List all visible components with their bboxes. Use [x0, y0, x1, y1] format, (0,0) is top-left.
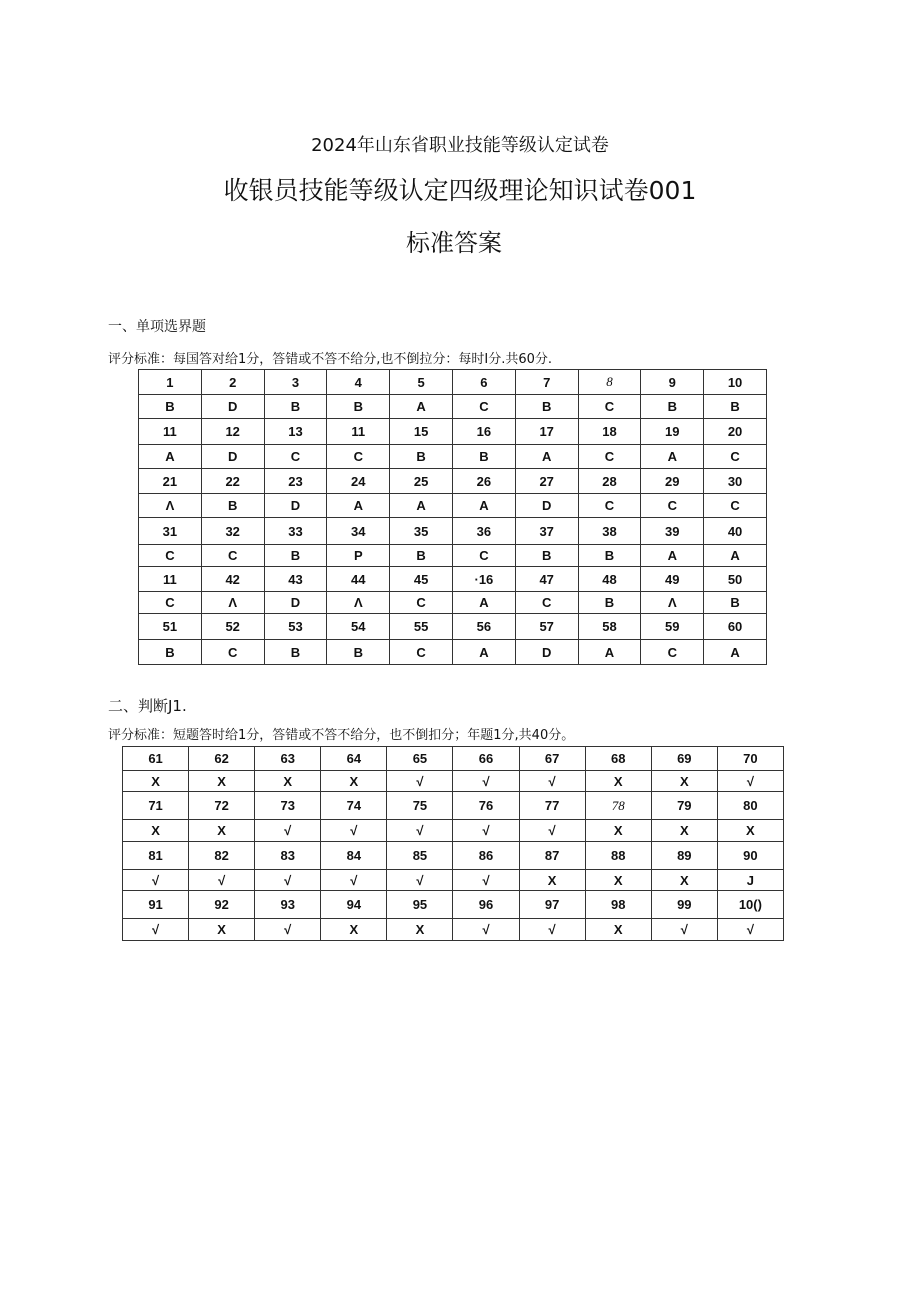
answer-cell: C	[452, 545, 515, 567]
question-number-cell: 34	[327, 518, 390, 545]
question-number-cell: 69	[651, 747, 717, 771]
answer-cell: Λ	[327, 592, 390, 614]
answer-cell: D	[264, 592, 327, 614]
answer-cell: B	[327, 395, 390, 419]
answer-cell: D	[515, 494, 578, 518]
question-number-cell: 53	[264, 614, 327, 640]
answer-cell: √	[255, 870, 321, 891]
answer-cell: B	[578, 592, 641, 614]
answer-cell: A	[641, 445, 704, 469]
answer-cell: C	[264, 445, 327, 469]
question-number-cell: 74	[321, 792, 387, 820]
question-number-cell: 27	[515, 469, 578, 494]
question-number-cell: 42	[201, 567, 264, 592]
question-number-cell: 87	[519, 842, 585, 870]
question-number-cell: 38	[578, 518, 641, 545]
question-number-cell: 66	[453, 747, 519, 771]
question-number-cell: 29	[641, 469, 704, 494]
answer-cell: C	[515, 592, 578, 614]
question-number-cell: 35	[390, 518, 453, 545]
answer-cell: √	[519, 820, 585, 842]
true-false-answer-table	[122, 746, 784, 941]
question-number-cell: 1	[139, 370, 202, 395]
question-number-cell: 11	[327, 419, 390, 445]
answer-cell: X	[321, 919, 387, 941]
question-number-cell: 99	[651, 891, 717, 919]
answer-cell: A	[390, 494, 453, 518]
answer-row	[123, 771, 784, 792]
answer-cell: D	[201, 395, 264, 419]
question-number-cell: 9	[641, 370, 704, 395]
question-number-cell: 11	[139, 419, 202, 445]
answer-cell: B	[578, 545, 641, 567]
answer-cell: C	[641, 494, 704, 518]
question-number-cell: 45	[390, 567, 453, 592]
answer-cell: C	[704, 494, 767, 518]
question-number-cell: 11	[139, 567, 202, 592]
answer-cell: X	[651, 870, 717, 891]
question-number-cell: 94	[321, 891, 387, 919]
answer-cell: X	[123, 820, 189, 842]
answer-cell: √	[717, 919, 783, 941]
answer-cell: √	[255, 919, 321, 941]
question-number-row	[123, 842, 784, 870]
answer-cell: √	[519, 771, 585, 792]
answer-cell: P	[327, 545, 390, 567]
answer-cell: A	[452, 592, 515, 614]
question-number-cell: 7	[515, 370, 578, 395]
question-number-cell: 15	[390, 419, 453, 445]
answer-row	[123, 870, 784, 891]
answer-cell: C	[641, 640, 704, 665]
question-number-row	[139, 419, 767, 445]
answer-cell: √	[453, 820, 519, 842]
answer-row	[123, 820, 784, 842]
answer-cell: X	[255, 771, 321, 792]
question-number-cell: 56	[452, 614, 515, 640]
question-number-cell: 76	[453, 792, 519, 820]
question-number-cell: 40	[704, 518, 767, 545]
answer-cell: A	[327, 494, 390, 518]
answer-cell: B	[264, 395, 327, 419]
answer-cell: D	[264, 494, 327, 518]
answer-cell: √	[387, 820, 453, 842]
answer-cell: B	[452, 445, 515, 469]
answer-key-title: 标准答案	[406, 229, 502, 257]
answer-cell: C	[201, 545, 264, 567]
question-number-cell: 52	[201, 614, 264, 640]
answer-cell: X	[387, 919, 453, 941]
question-number-cell: 17	[515, 419, 578, 445]
answer-cell: √	[387, 771, 453, 792]
question-number-cell: 93	[255, 891, 321, 919]
answer-row	[139, 395, 767, 419]
question-number-cell: 73	[255, 792, 321, 820]
answer-cell: C	[390, 592, 453, 614]
answer-cell: A	[452, 494, 515, 518]
answer-cell: B	[327, 640, 390, 665]
answer-cell: C	[327, 445, 390, 469]
answer-cell: √	[123, 919, 189, 941]
question-number-cell: 10()	[717, 891, 783, 919]
question-number-cell: 96	[453, 891, 519, 919]
question-number-cell: 80	[717, 792, 783, 820]
question-number-cell: 57	[515, 614, 578, 640]
question-number-cell: 95	[387, 891, 453, 919]
question-number-cell: 25	[390, 469, 453, 494]
answer-cell: J	[717, 870, 783, 891]
answer-cell: A	[704, 640, 767, 665]
question-number-cell: 54	[327, 614, 390, 640]
answer-cell: X	[717, 820, 783, 842]
answer-cell: √	[255, 820, 321, 842]
answer-cell: X	[651, 771, 717, 792]
question-number-cell: 48	[578, 567, 641, 592]
question-number-cell: 79	[651, 792, 717, 820]
answer-cell: C	[452, 395, 515, 419]
question-number-cell: 43	[264, 567, 327, 592]
answer-cell: Λ	[139, 494, 202, 518]
answer-cell: X	[321, 771, 387, 792]
question-number-cell: 18	[578, 419, 641, 445]
question-number-cell: 50	[704, 567, 767, 592]
answer-cell: A	[578, 640, 641, 665]
answer-cell: √	[321, 820, 387, 842]
answer-cell: √	[717, 771, 783, 792]
answer-cell: X	[189, 820, 255, 842]
answer-cell: B	[264, 545, 327, 567]
question-number-cell: 23	[264, 469, 327, 494]
question-number-cell: 30	[704, 469, 767, 494]
answer-cell: C	[201, 640, 264, 665]
answer-cell: √	[453, 919, 519, 941]
answer-cell: X	[585, 820, 651, 842]
answer-cell: X	[189, 919, 255, 941]
answer-cell: √	[519, 919, 585, 941]
question-number-row	[139, 469, 767, 494]
answer-cell: C	[139, 592, 202, 614]
question-number-cell: 90	[717, 842, 783, 870]
question-number-cell: 77	[519, 792, 585, 820]
answer-row	[139, 592, 767, 614]
answer-cell: B	[390, 445, 453, 469]
question-number-cell: 55	[390, 614, 453, 640]
answer-cell: B	[515, 395, 578, 419]
question-number-cell: 51	[139, 614, 202, 640]
answer-cell: Λ	[201, 592, 264, 614]
question-number-cell: 21	[139, 469, 202, 494]
question-number-cell: 58	[578, 614, 641, 640]
question-number-row	[123, 747, 784, 771]
answer-cell: X	[585, 870, 651, 891]
question-number-cell: 91	[123, 891, 189, 919]
question-number-cell: 62	[189, 747, 255, 771]
question-number-cell: 19	[641, 419, 704, 445]
question-number-cell: 89	[651, 842, 717, 870]
question-number-cell: 22	[201, 469, 264, 494]
question-number-cell: 13	[264, 419, 327, 445]
answer-cell: X	[189, 771, 255, 792]
answer-row	[123, 919, 784, 941]
section2-heading: 二、判断J1.	[108, 697, 187, 715]
question-number-cell: 2	[201, 370, 264, 395]
question-number-cell: 36	[452, 518, 515, 545]
answer-cell: B	[264, 640, 327, 665]
question-number-row	[139, 518, 767, 545]
answer-cell: B	[139, 395, 202, 419]
answer-cell: B	[515, 545, 578, 567]
question-number-cell: ·16	[452, 567, 515, 592]
question-number-cell: 47	[515, 567, 578, 592]
answer-cell: √	[387, 870, 453, 891]
question-number-row	[123, 792, 784, 820]
answer-cell: C	[578, 494, 641, 518]
answer-cell: √	[123, 870, 189, 891]
question-number-cell: 78	[585, 792, 651, 820]
question-number-cell: 24	[327, 469, 390, 494]
answer-cell: B	[139, 640, 202, 665]
question-number-cell: 10	[704, 370, 767, 395]
section1-heading: 一、单项选界题	[108, 319, 206, 335]
answer-cell: C	[139, 545, 202, 567]
question-number-cell: 88	[585, 842, 651, 870]
question-number-cell: 20	[704, 419, 767, 445]
answer-cell: X	[651, 820, 717, 842]
question-number-row	[139, 567, 767, 592]
question-number-cell: 8	[578, 370, 641, 395]
question-number-cell: 39	[641, 518, 704, 545]
answer-cell: B	[390, 545, 453, 567]
question-number-cell: 37	[515, 518, 578, 545]
question-number-cell: 65	[387, 747, 453, 771]
answer-cell: A	[452, 640, 515, 665]
answer-cell: C	[704, 445, 767, 469]
question-number-cell: 98	[585, 891, 651, 919]
answer-cell: D	[201, 445, 264, 469]
answer-cell: A	[390, 395, 453, 419]
question-number-cell: 61	[123, 747, 189, 771]
question-number-cell: 81	[123, 842, 189, 870]
question-number-cell: 84	[321, 842, 387, 870]
exam-title: 收银员技能等级认定四级理论知识试卷001	[223, 176, 697, 205]
question-number-cell: 3	[264, 370, 327, 395]
answer-cell: C	[578, 395, 641, 419]
question-number-cell: 86	[453, 842, 519, 870]
question-number-cell: 92	[189, 891, 255, 919]
answer-row	[139, 545, 767, 567]
answer-row	[139, 640, 767, 665]
question-number-cell: 31	[139, 518, 202, 545]
answer-cell: B	[704, 395, 767, 419]
answer-cell: √	[453, 870, 519, 891]
question-number-cell: 85	[387, 842, 453, 870]
answer-cell: X	[123, 771, 189, 792]
answer-cell: D	[515, 640, 578, 665]
question-number-cell: 68	[585, 747, 651, 771]
exam-series-title: 2024年山东省职业技能等级认定试卷	[311, 135, 609, 156]
question-number-row	[139, 370, 767, 395]
answer-cell: B	[641, 395, 704, 419]
answer-cell: X	[519, 870, 585, 891]
answer-row	[139, 494, 767, 518]
answer-cell: B	[201, 494, 264, 518]
question-number-cell: 4	[327, 370, 390, 395]
question-number-cell: 44	[327, 567, 390, 592]
answer-cell: X	[585, 771, 651, 792]
question-number-cell: 63	[255, 747, 321, 771]
section2-criteria: 评分标准：短题答时给1分，答错或不答不给分，也不倒扣分；年题1分,共40分。	[108, 728, 575, 743]
answer-cell: C	[578, 445, 641, 469]
question-number-cell: 33	[264, 518, 327, 545]
answer-cell: √	[189, 870, 255, 891]
answer-cell: √	[453, 771, 519, 792]
question-number-cell: 60	[704, 614, 767, 640]
answer-cell: A	[704, 545, 767, 567]
question-number-cell: 64	[321, 747, 387, 771]
answer-cell: B	[704, 592, 767, 614]
answer-cell: A	[515, 445, 578, 469]
answer-cell: A	[139, 445, 202, 469]
question-number-cell: 16	[452, 419, 515, 445]
question-number-cell: 72	[189, 792, 255, 820]
question-number-cell: 82	[189, 842, 255, 870]
question-number-cell: 75	[387, 792, 453, 820]
question-number-cell: 59	[641, 614, 704, 640]
answer-cell: √	[321, 870, 387, 891]
answer-cell: Λ	[641, 592, 704, 614]
question-number-cell: 83	[255, 842, 321, 870]
question-number-cell: 12	[201, 419, 264, 445]
question-number-cell: 28	[578, 469, 641, 494]
question-number-cell: 5	[390, 370, 453, 395]
answer-row	[139, 445, 767, 469]
question-number-cell: 70	[717, 747, 783, 771]
answer-cell: √	[651, 919, 717, 941]
answer-cell: A	[641, 545, 704, 567]
section1-criteria: 评分标准：每国答对给1分，答错或不答不给分,也不倒拉分：每时I分.共60分.	[108, 352, 553, 367]
answer-cell: X	[585, 919, 651, 941]
question-number-cell: 71	[123, 792, 189, 820]
question-number-cell: 26	[452, 469, 515, 494]
question-number-cell: 32	[201, 518, 264, 545]
question-number-cell: 67	[519, 747, 585, 771]
question-number-cell: 49	[641, 567, 704, 592]
question-number-row	[139, 614, 767, 640]
question-number-cell: 6	[452, 370, 515, 395]
answer-cell: C	[390, 640, 453, 665]
single-choice-answer-table	[138, 369, 767, 665]
question-number-row	[123, 891, 784, 919]
question-number-cell: 97	[519, 891, 585, 919]
